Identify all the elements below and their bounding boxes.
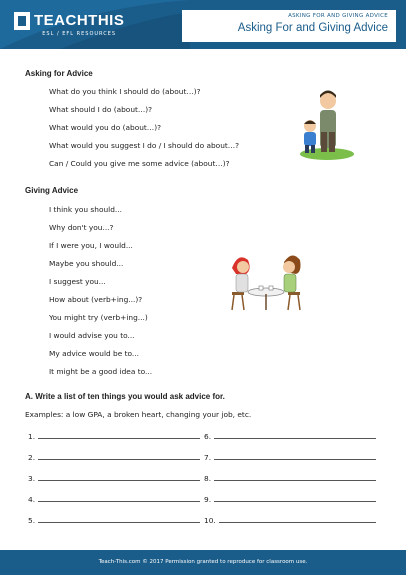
answer-line-2[interactable] <box>28 452 200 462</box>
answer-number: 6. <box>204 432 212 441</box>
answer-number: 7. <box>204 453 212 462</box>
asking-phrase: What do you think I should do (about…)? <box>49 87 201 96</box>
footer-text: Teach-This.com © 2017 Permission granted to reproduce for classroom use. <box>98 559 308 565</box>
answer-line-6[interactable] <box>204 431 376 441</box>
answer-number: 4. <box>28 495 36 504</box>
asking-phrase: Can / Could you give me some advice (about…)? <box>49 159 230 168</box>
answer-line-10[interactable] <box>204 515 376 525</box>
answer-number: 2. <box>28 453 36 462</box>
page-subtitle: ASKING FOR AND GIVING ADVICE <box>288 13 388 19</box>
asking-phrase: What would you do (about…)? <box>49 123 162 132</box>
giving-phrase: I would advise you to... <box>49 331 135 340</box>
giving-phrase: I suggest you... <box>49 277 106 286</box>
giving-phrase: You might try (verb+ing...) <box>49 313 148 322</box>
answer-number: 1. <box>28 432 36 441</box>
task-heading: A. Write a list of ten things you would ask advice for. <box>25 392 225 401</box>
giving-phrase: If I were you, I would... <box>49 241 133 250</box>
task-examples: Examples: a low GPA, a broken heart, changing your job, etc. <box>25 410 252 419</box>
answer-line-7[interactable] <box>204 452 376 462</box>
page-title: Asking For and Giving Advice <box>237 22 388 34</box>
answer-number: 3. <box>28 474 36 483</box>
father-and-son-illustration <box>294 88 354 162</box>
answer-line-9[interactable] <box>204 494 376 504</box>
footer <box>0 550 406 575</box>
logo-name: TEACHTHIS <box>34 12 125 29</box>
giving-phrase: My advice would be to... <box>49 349 139 358</box>
answer-number: 9. <box>204 495 212 504</box>
asking-phrase: What would you suggest I do / I should do about…? <box>49 141 240 150</box>
answer-line-5[interactable] <box>28 515 200 525</box>
answer-line-4[interactable] <box>28 494 200 504</box>
answer-line-8[interactable] <box>204 473 376 483</box>
giving-phrase: I think you should... <box>49 205 122 214</box>
two-women-talking-illustration <box>226 248 306 314</box>
asking-heading: Asking for Advice <box>25 69 93 78</box>
header-banner <box>0 0 406 49</box>
answer-line-3[interactable] <box>28 473 200 483</box>
logo <box>14 12 124 37</box>
giving-heading: Giving Advice <box>25 186 79 195</box>
giving-phrase: Maybe you should... <box>49 259 124 268</box>
answer-number: 5. <box>28 516 36 525</box>
answer-line-1[interactable] <box>28 431 200 441</box>
teachthis-logo-icon <box>14 12 30 30</box>
asking-phrase: What should I do (about…)? <box>49 105 153 114</box>
giving-phrase: How about (verb+ing...)? <box>49 295 143 304</box>
title-box <box>182 10 396 42</box>
logo-tagline: ESL / EFL RESOURCES <box>42 31 117 37</box>
giving-phrase: It might be a good idea to... <box>49 367 153 376</box>
answer-number: 8. <box>204 474 212 483</box>
giving-phrase: Why don't you...? <box>49 223 114 232</box>
answer-number: 10. <box>204 516 216 525</box>
